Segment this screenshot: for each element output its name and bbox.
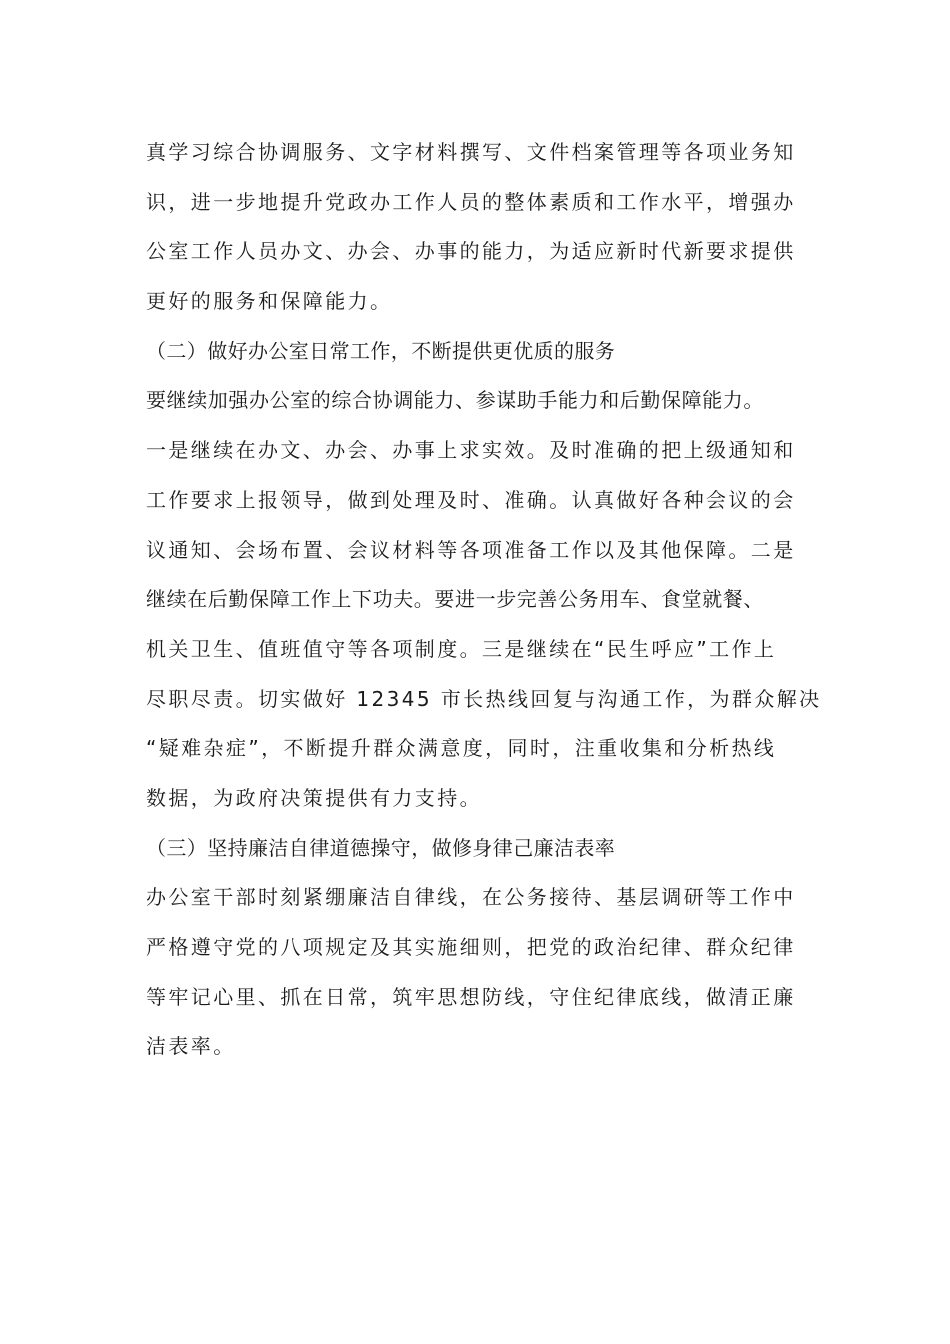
text-line: 尽职尽责。切实做好 12345 市长热线回复与沟通工作，为群众解决 — [146, 686, 822, 711]
text-line: 工作要求上报领导，做到处理及时、准确。认真做好各种会议的会 — [146, 487, 796, 512]
text-line: 洁表率。 — [146, 1034, 236, 1059]
text-line: 继续在后勤保障工作上下功夫。要进一步完善公务用车、食堂就餐、 — [146, 587, 764, 612]
text-line: 更好的服务和保障能力。 — [146, 289, 393, 314]
section-heading-2: （二）做好办公室日常工作，不断提供更优质的服务 — [146, 338, 616, 363]
text-line: 一是继续在办文、办会、办事上求实效。及时准确的把上级通知和 — [146, 438, 796, 463]
section-heading-3: （三）坚持廉洁自律道德操守，做修身律己廉洁表率 — [146, 835, 616, 860]
text-line: 严格遵守党的八项规定及其实施细则，把党的政治纪律、群众纪律 — [146, 935, 796, 959]
text-line: 等牢记心里、抓在日常，筑牢思想防线，守住纪律底线，做清正廉 — [146, 984, 796, 1009]
text-line: 机关卫生、值班值守等各项制度。三是继续在“民生呼应”工作上 — [146, 636, 777, 661]
text-line: 议通知、会场布置、会议材料等各项准备工作以及其他保障。二是 — [146, 537, 796, 562]
body-text — [146, 128, 836, 1072]
text-line: 办公室干部时刻紧绷廉洁自律线，在公务接待、基层调研等工作中 — [146, 885, 796, 910]
text-line: 识，进一步地提升党政办工作人员的整体素质和工作水平，增强办 — [146, 189, 796, 214]
text-line: “疑难杂症”，不断提升群众满意度，同时，注重收集和分析热线 — [146, 736, 777, 761]
text-line: 公室工作人员办文、办会、办事的能力，为适应新时代新要求提供 — [146, 239, 796, 264]
text-line: 要继续加强办公室的综合协调能力、参谋助手能力和后勤保障能力。 — [146, 388, 764, 413]
text-line: 真学习综合协调服务、文字材料撰写、文件档案管理等各项业务知 — [146, 140, 796, 164]
text-line: 数据，为政府决策提供有力支持。 — [146, 785, 482, 810]
